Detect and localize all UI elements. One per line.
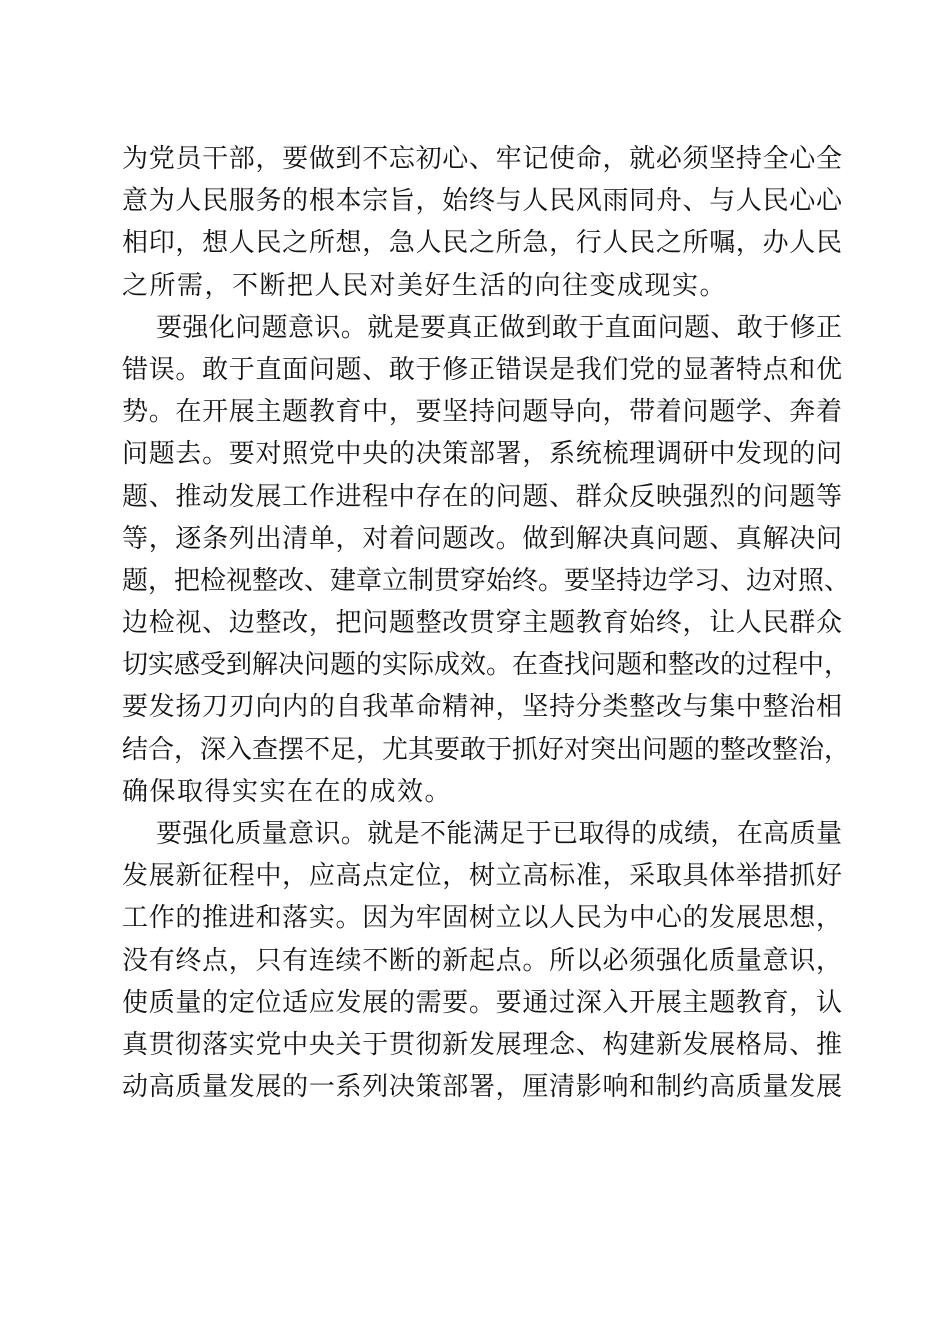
text-line: 错误。敢于直面问题、敢于修正错误是我们党的显著特点和优: [122, 354, 842, 385]
text-line: 意为人民服务的根本宗旨，始终与人民风雨同舟、与人民心心: [122, 186, 842, 217]
text-line: 要强化问题意识。就是要真正做到敢于直面问题、敢于修正: [156, 312, 842, 343]
text-line: 结合，深入查摆不足，尤其要敢于抓好对突出问题的整改整治，: [122, 734, 851, 765]
text-line: 要强化质量意识。就是不能满足于已取得的成绩，在高质量: [156, 819, 842, 849]
text-line: 使质量的定位适应发展的需要。要通过深入开展主题教育，认: [122, 987, 842, 1018]
paragraph-2: [122, 307, 851, 813]
text-line: 题、推动发展工作进程中存在的问题、群众反映强烈的问题等: [122, 481, 842, 512]
document-body: [122, 138, 851, 1108]
text-line: 真贯彻落实党中央关于贯彻新发展理念、构建新发展格局、推: [122, 1029, 842, 1060]
paragraph-3: [122, 813, 842, 1108]
text-line: 边检视、边整改，把问题整改贯穿主题教育始终，让人民群众: [122, 608, 842, 639]
text-line: 等，逐条列出清单，对着问题改。做到解决真问题、真解决问: [122, 523, 842, 554]
text-line: 相印，想人民之所想，急人民之所急，行人民之所嘱，办人民: [122, 228, 842, 259]
text-line: 问题去。要对照党中央的决策部署，系统梳理调研中发现的问: [122, 439, 842, 470]
text-line: 没有终点，只有连续不断的新起点。所以必须强化质量意识，: [122, 945, 842, 976]
text-line: 之所需，不断把人民对美好生活的向往变成现实。: [122, 270, 728, 301]
text-line: 切实感受到解决问题的实际成效。在查找问题和整改的过程中，: [122, 650, 851, 681]
text-line: 题，把检视整改、建章立制贯穿始终。要坚持边学习、边对照、: [122, 565, 851, 596]
text-line: 势。在开展主题教育中，要坚持问题导向，带着问题学、奔着: [122, 397, 842, 428]
text-line: 为党员干部，要做到不忘初心、牢记使命，就必须坚持全心全: [122, 144, 842, 174]
text-line: 工作的推进和落实。因为牢固树立以人民为中心的发展思想，: [122, 903, 842, 934]
paragraph-1: [122, 138, 842, 307]
text-line: 动高质量发展的一系列决策部署，厘清影响和制约高质量发展: [122, 1072, 842, 1103]
text-line: 确保取得实实在在的成效。: [122, 776, 453, 807]
text-line: 要发扬刀刃向内的自我革命精神，坚持分类整改与集中整治相: [122, 692, 842, 723]
text-line: 发展新征程中，应高点定位，树立高标准，采取具体举措抓好: [122, 861, 842, 892]
